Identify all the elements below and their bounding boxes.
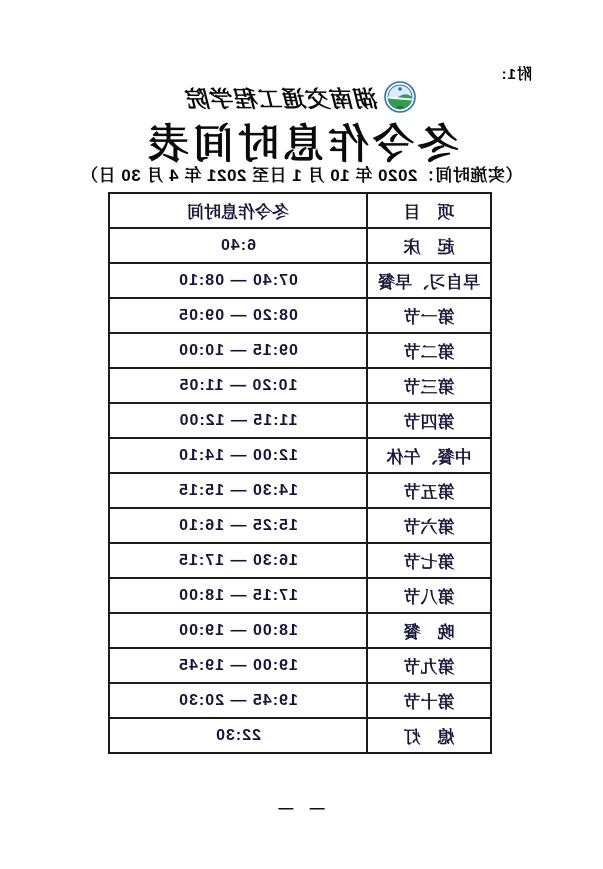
item-cell: 第五节	[367, 473, 491, 508]
item-cell: 起 床	[367, 228, 491, 263]
school-name: 湖南交通工程学院	[187, 85, 379, 113]
item-cell: 中餐、午休	[367, 438, 491, 473]
table-row	[109, 438, 491, 473]
item-cell: 第三节	[367, 368, 491, 403]
school-header	[0, 80, 603, 114]
table-row	[109, 648, 491, 683]
table-header-row	[109, 193, 491, 228]
time-cell: 10:20 — 11:05	[109, 368, 367, 403]
schedule-table	[108, 192, 492, 754]
item-cell: 第七节	[367, 543, 491, 578]
attachment-label: 附1:	[500, 66, 532, 83]
item-cell: 第一节	[367, 298, 491, 333]
item-cell: 晚 餐	[367, 613, 491, 648]
item-cell: 第九节	[367, 648, 491, 683]
table-row	[109, 228, 491, 263]
time-cell: 22:30	[109, 718, 367, 753]
time-cell: 07:40 — 08:10	[109, 263, 367, 298]
time-cell: 19:00 — 19:45	[109, 648, 367, 683]
time-cell: 19:45 — 20:30	[109, 683, 367, 718]
time-cell: 17:15 — 18:00	[109, 578, 367, 613]
item-cell: 第八节	[367, 578, 491, 613]
table-row	[109, 333, 491, 368]
table-row	[109, 508, 491, 543]
time-cell: 6:40	[109, 228, 367, 263]
table-row	[109, 683, 491, 718]
column-header-time: 冬令作息时间	[109, 193, 367, 228]
item-cell: 第六节	[367, 508, 491, 543]
item-cell: 熄 灯	[367, 718, 491, 753]
page-number-marker: — —	[278, 800, 325, 817]
table-row	[109, 263, 491, 298]
time-cell: 08:20 — 09:05	[109, 298, 367, 333]
time-cell: 12:00 — 14:10	[109, 438, 367, 473]
column-header-item: 项 目	[367, 193, 491, 228]
item-cell: 第四节	[367, 403, 491, 438]
item-cell: 早自习、早餐	[367, 263, 491, 298]
table-row	[109, 403, 491, 438]
table-row	[109, 298, 491, 333]
page-title: 冬令作息时间表	[144, 121, 459, 167]
item-cell: 第二节	[367, 333, 491, 368]
table-row	[109, 613, 491, 648]
table-row	[109, 718, 491, 753]
time-cell: 14:30 — 15:15	[109, 473, 367, 508]
time-cell: 16:30 — 17:15	[109, 543, 367, 578]
school-emblem-icon	[384, 81, 416, 113]
time-cell: 11:15 — 12:00	[109, 403, 367, 438]
table-row	[109, 368, 491, 403]
item-cell: 第十节	[367, 683, 491, 718]
table-row	[109, 543, 491, 578]
time-cell: 18:00 — 19:00	[109, 613, 367, 648]
implementation-period: （实施时间：2020 年 10 月 1 日至 2021 年 4 月 30 日）	[80, 166, 523, 185]
time-cell: 09:15 — 10:00	[109, 333, 367, 368]
table-row	[109, 578, 491, 613]
time-cell: 15:25 — 16:10	[109, 508, 367, 543]
table-row	[109, 473, 491, 508]
